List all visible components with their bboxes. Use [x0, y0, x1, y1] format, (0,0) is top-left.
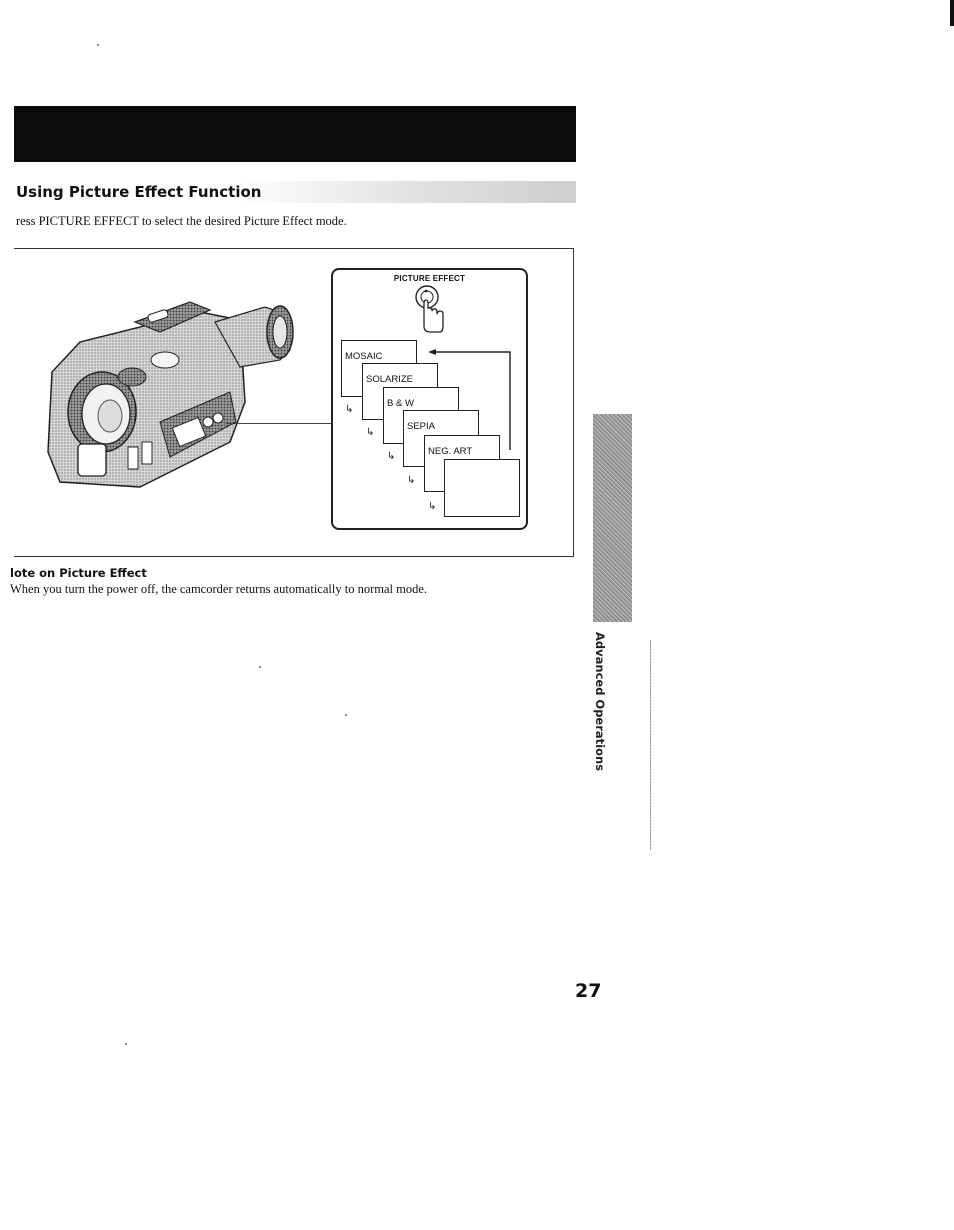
scan-speck — [97, 44, 99, 46]
section-title: Using Picture Effect Function — [16, 183, 262, 201]
mode-label: NEG. ART — [428, 446, 473, 457]
figure-frame-right — [573, 248, 574, 557]
note-heading: lote on Picture Effect — [10, 566, 147, 580]
side-tab-label — [587, 632, 617, 772]
step-arrow-icon: ↳ — [387, 451, 396, 462]
mode-label: SEPIA — [407, 421, 435, 432]
scan-speck — [125, 1043, 127, 1045]
camcorder-illustration — [40, 292, 330, 492]
scan-speck — [345, 714, 347, 716]
step-arrow-icon: ↳ — [366, 427, 375, 438]
figure-frame-bottom — [14, 556, 574, 557]
page-number: 27 — [575, 980, 602, 1002]
mode-label: MOSAIC — [345, 351, 383, 362]
panel-title: PICTURE EFFECT — [393, 274, 466, 283]
binding-edge-line — [650, 640, 651, 850]
edge-mark — [950, 0, 954, 26]
step-arrow-icon: ↳ — [345, 404, 354, 415]
chapter-header-bar — [14, 106, 576, 162]
instruction-text: ress PICTURE EFFECT to select the desired Picture Effect mode. — [16, 214, 347, 228]
step-arrow-icon: ↳ — [407, 475, 416, 486]
mode-label: SOLARIZE — [366, 374, 413, 385]
figure-frame-top — [14, 248, 574, 249]
mode-label — [445, 460, 519, 470]
mode-label: B & W — [387, 398, 414, 409]
mode-card-normal — [444, 459, 520, 517]
chapter-side-tab — [593, 414, 632, 622]
scan-speck — [259, 666, 261, 668]
step-arrow-icon: ↳ — [428, 501, 437, 512]
callout-leader-line — [226, 423, 332, 424]
note-body: When you turn the power off, the camcorder returns automatically to normal mode. — [10, 582, 427, 596]
press-button-icon — [412, 284, 446, 334]
side-tab-label-text: Advanced Operations — [593, 632, 607, 772]
